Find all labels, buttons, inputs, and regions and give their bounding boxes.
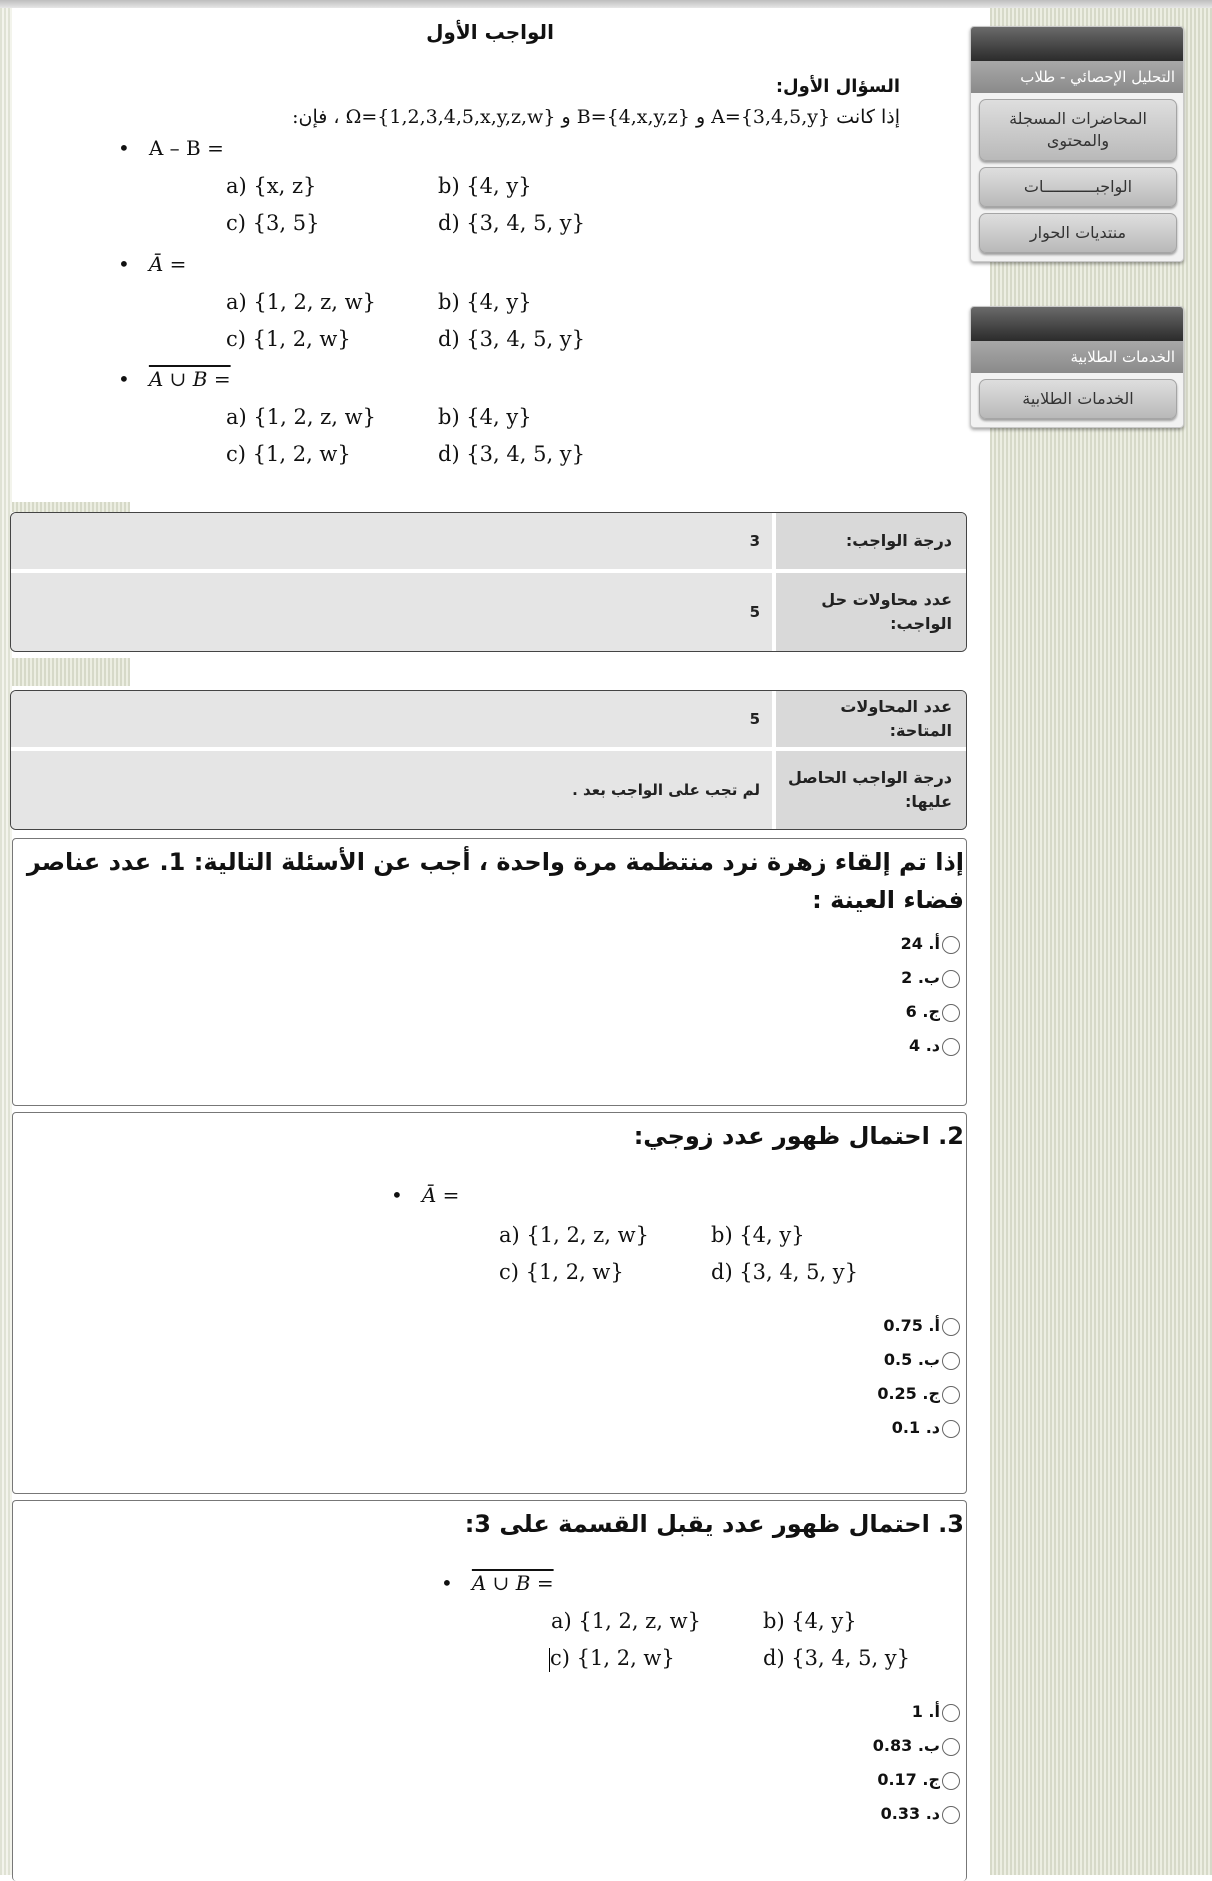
assignment-info-table (10, 512, 967, 652)
divider-stripe (12, 502, 130, 512)
status-row-grade (11, 751, 966, 829)
choice-label: ب. 0.5 (883, 1350, 940, 1369)
choice-label: ج. 0.25 (877, 1384, 940, 1403)
choice-d[interactable] (666, 1411, 966, 1445)
part-1-option-d: d) {3, 4, 5, y} (438, 211, 586, 235)
radio-button[interactable] (942, 1318, 960, 1336)
part-1-option-a: a) {x, z} (226, 174, 317, 198)
part-2-option-b: b) {4, y} (438, 290, 532, 314)
menu-assignments-button[interactable]: الواجبـــــــــــات (979, 167, 1177, 207)
menu-lectures-button[interactable]: المحاضرات المسجلة والمحتوى (979, 99, 1177, 161)
choice-c[interactable] (13, 995, 966, 1029)
choices-list (666, 1309, 966, 1445)
choice-a[interactable] (13, 927, 966, 961)
choice-label: د. 0.1 (891, 1418, 940, 1437)
embedded-option-a: a) {1, 2, z, w} (551, 1609, 701, 1633)
quiz-question-2 (12, 1112, 967, 1494)
set-b: B={4,x,y,z} (576, 106, 690, 128)
services-menu (970, 306, 1184, 428)
radio-button[interactable] (942, 1704, 960, 1722)
part-3-option-c: c) {1, 2, w} (226, 442, 351, 466)
prompt-then: ، فإن: (292, 106, 340, 128)
part-2-expr: Ā = (148, 252, 187, 276)
choice-d[interactable] (13, 1029, 966, 1063)
course-menu (970, 26, 1184, 262)
status-label: درجة الواجب الحاصل عليها: (776, 751, 966, 829)
embedded-expr: A ∪ B = (471, 1571, 554, 1595)
divider-stripe (12, 658, 130, 686)
prompt-text: إذا كانت (836, 106, 900, 128)
question-prompt (292, 106, 900, 128)
radio-button[interactable] (942, 1352, 960, 1370)
set-omega: Ω={1,2,3,4,5,x,y,z,w} (345, 106, 556, 128)
choice-c[interactable] (666, 1377, 966, 1411)
radio-button[interactable] (942, 1738, 960, 1756)
embedded-expr: Ā = (421, 1183, 460, 1207)
assignment-title: الواجب الأول (426, 20, 554, 44)
status-row-available (11, 691, 966, 751)
info-row-attempts (11, 573, 966, 651)
choice-label: ج. 6 (905, 1002, 940, 1021)
choice-label: د. 4 (909, 1036, 940, 1055)
embedded-option-d: d) {3, 4, 5, y} (711, 1260, 859, 1284)
part-3-expression: • A ∪ B = (118, 367, 231, 391)
part-1-expression: • A – B = (118, 136, 224, 160)
radio-button[interactable] (942, 1420, 960, 1438)
status-value: لم تجب على الواجب بعد . (11, 751, 772, 829)
info-label: درجة الواجب: (776, 513, 966, 569)
radio-button[interactable] (942, 1772, 960, 1790)
embedded-option-c: c) {1, 2, w} (499, 1260, 624, 1284)
choice-a[interactable] (666, 1309, 966, 1343)
embedded-option-a: a) {1, 2, z, w} (499, 1223, 649, 1247)
choice-label: أ. 24 (900, 934, 940, 953)
menu-topbar (971, 27, 1183, 61)
left-stripe (0, 8, 12, 1875)
choice-label: ب. 2 (901, 968, 940, 987)
info-value: 3 (11, 513, 772, 569)
embedded-option-c-label: c) {1, 2, w} (550, 1646, 675, 1670)
set-a: A={3,4,5,y} (711, 106, 831, 128)
info-label: عدد محاولات حل الواجب: (776, 573, 966, 651)
choice-label: ب. 0.83 (872, 1736, 940, 1755)
choice-b[interactable] (666, 1343, 966, 1377)
part-3-option-d: d) {3, 4, 5, y} (438, 442, 586, 466)
part-1-option-b: b) {4, y} (438, 174, 532, 198)
attempt-status-table (10, 690, 967, 830)
menu-student-services-button[interactable]: الخدمات الطلابية (979, 379, 1177, 419)
part-2-option-c: c) {1, 2, w} (226, 327, 351, 351)
embedded-option-c (549, 1646, 675, 1672)
choice-b[interactable] (666, 1729, 966, 1763)
quiz-question-3 (12, 1500, 967, 1881)
menu-forums-button[interactable]: منتديات الحوار (979, 213, 1177, 253)
embedded-expression: • Ā = (391, 1183, 460, 1207)
choice-label: د. 0.33 (880, 1804, 940, 1823)
part-3-option-b: b) {4, y} (438, 405, 532, 429)
question-text: إذا تم إلقاء زهرة نرد منتظمة مرة واحدة ، أجب عن الأسئلة التالية: 1. عدد عناصر فضاء العينة : (26, 848, 964, 914)
conjunction: و (695, 106, 706, 128)
services-menu-header: الخدمات الطلابية (971, 341, 1183, 373)
radio-button[interactable] (942, 1386, 960, 1404)
top-border (0, 0, 1212, 8)
status-label: عدد المحاولات المتاحة: (776, 691, 966, 747)
right-panel-background (990, 8, 1212, 1875)
embedded-expression: • A ∪ B = (441, 1571, 554, 1595)
part-2-option-a: a) {1, 2, z, w} (226, 290, 376, 314)
question-text: 3. احتمال ظهور عدد يقبل القسمة على 3: (464, 1510, 964, 1538)
embedded-option-b: b) {4, y} (763, 1609, 857, 1633)
part-3-expr: A ∪ B = (148, 367, 231, 391)
radio-button[interactable] (942, 1038, 960, 1056)
choice-d[interactable] (666, 1797, 966, 1831)
question-text: 2. احتمال ظهور عدد زوجي: (633, 1122, 964, 1150)
radio-button[interactable] (942, 936, 960, 954)
quiz-question-1 (12, 838, 967, 1106)
embedded-option-b: b) {4, y} (711, 1223, 805, 1247)
part-1-option-c: c) {3, 5} (226, 211, 320, 235)
choice-c[interactable] (666, 1763, 966, 1797)
choice-a[interactable] (666, 1695, 966, 1729)
course-menu-header: التحليل الإحصائي - طلاب (971, 61, 1183, 93)
menu-topbar (971, 307, 1183, 341)
status-value: 5 (11, 691, 772, 747)
question-heading: السؤال الأول: (775, 76, 900, 97)
part-3-option-a: a) {1, 2, z, w} (226, 405, 376, 429)
info-row-grade (11, 513, 966, 573)
info-value: 5 (11, 573, 772, 651)
part-2-expression: • Ā = (118, 252, 187, 276)
part-2-option-d: d) {3, 4, 5, y} (438, 327, 586, 351)
radio-button[interactable] (942, 1806, 960, 1824)
choices-list (666, 1695, 966, 1831)
part-1-expr: A – B = (148, 136, 224, 160)
choice-label: ج. 0.17 (877, 1770, 940, 1789)
conjunction: و (561, 106, 571, 128)
choice-label: أ. 0.75 (883, 1316, 940, 1335)
choice-b[interactable] (13, 961, 966, 995)
embedded-option-d: d) {3, 4, 5, y} (763, 1646, 911, 1670)
radio-button[interactable] (942, 970, 960, 988)
choice-label: أ. 1 (911, 1702, 940, 1721)
radio-button[interactable] (942, 1004, 960, 1022)
